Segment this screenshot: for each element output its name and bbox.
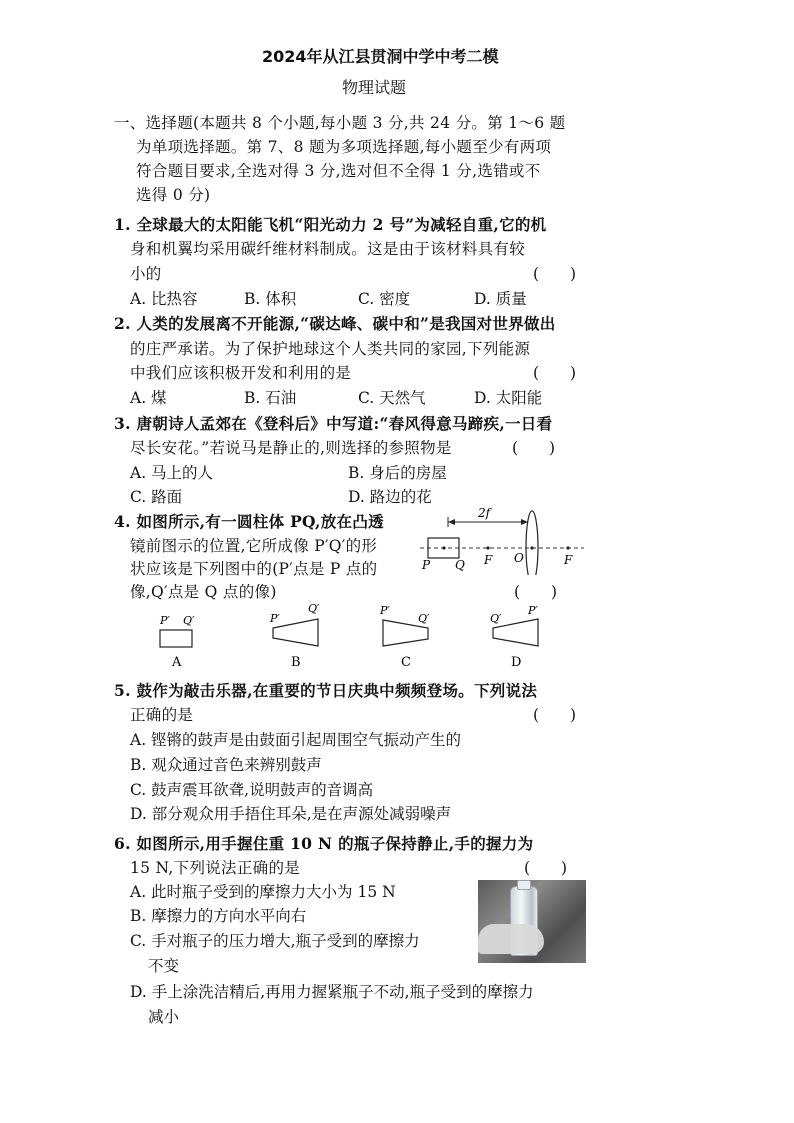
option-b: B. 石油 [244, 389, 297, 407]
choice-b-label-p: P′ [270, 612, 280, 625]
question-1-line: 1. 全球最大的太阳能飞机“阳光动力 2 号”为减轻自重,它的机 [114, 215, 547, 234]
question-4-line: 4. 如图所示,有一圆柱体 PQ,放在凸透 [114, 512, 384, 531]
image-choice-c [376, 602, 438, 670]
question-3-line: 尽长安花。”若说马是静止的,则选择的参照物是 [130, 439, 452, 457]
image-choice-d [486, 602, 548, 670]
option-c: C. 密度 [358, 290, 411, 308]
answer-bracket: ( ) [533, 265, 577, 283]
question-4-line: 像,Q′点是 Q 点的像) [130, 583, 277, 601]
option-c: C. 路面 [130, 488, 183, 506]
option-d: D. 部分观众用手捂住耳朵,是在声源处减弱噪声 [130, 805, 452, 823]
choice-d-label-p: P′ [528, 604, 538, 617]
bottle-cap [517, 880, 531, 890]
question-6-line: 6. 如图所示,用手握住重 10 N 的瓶子保持静止,手的握力为 [114, 834, 534, 853]
answer-bracket: ( ) [512, 439, 556, 457]
option-a: A. 铿锵的鼓声是由鼓面引起周围空气振动产生的 [130, 731, 462, 749]
choice-d-label-q: Q′ [490, 612, 502, 625]
section-instructions-line: 为单项选择题。第 7、8 题为多项选择题,每小题至少有两项 [136, 138, 552, 156]
choice-d-label: D [511, 655, 522, 670]
optical-center [530, 546, 533, 549]
cylinder-center-dot [442, 546, 445, 549]
answer-bracket: ( ) [524, 859, 568, 877]
option-b: B. 观众通过音色来辨别鼓声 [130, 756, 322, 774]
question-5-line: 正确的是 [130, 706, 194, 724]
question-2-line: 2. 人类的发展离不开能源,“碳达峰、碳中和”是我国对世界做出 [114, 314, 556, 333]
choice-c-label-q: Q′ [418, 612, 430, 625]
option-a: A. 煤 [130, 389, 167, 407]
label-q: Q [455, 558, 465, 572]
option-b: B. 摩擦力的方向水平向右 [130, 907, 307, 925]
option-a: A. 马上的人 [130, 464, 214, 482]
label-f-right: F [564, 553, 573, 567]
image-choice-a [155, 612, 205, 670]
section-instructions-line: 符合题目要求,全选对得 3 分,选对但不全得 1 分,选错或不 [136, 162, 541, 180]
choice-a-label-q: Q′ [183, 614, 195, 627]
convex-lens [526, 511, 538, 575]
question-4-line: 状应该是下列图中的(P′点是 P 点的 [130, 560, 378, 578]
question-5-line: 5. 鼓作为敲击乐器,在重要的节日庆典中频频登场。下列说法 [114, 681, 538, 700]
choice-b-label-q: Q′ [308, 602, 320, 615]
choice-a-label-p: P′ [160, 614, 170, 627]
option-c: C. 天然气 [358, 389, 426, 407]
answer-bracket: ( ) [533, 706, 577, 724]
question-6-line: 15 N,下列说法正确的是 [130, 859, 301, 877]
answer-bracket: ( ) [533, 364, 577, 382]
page-subtitle: 物理试题 [342, 78, 407, 97]
choice-a-shape [160, 630, 192, 647]
question-2-line: 的庄严承诺。为了保护地球这个人类共同的家园,下列能源 [130, 340, 531, 358]
page-title: 2024年从江县贯洞中学中考二模 [262, 47, 499, 66]
option-d: D. 太阳能 [474, 389, 543, 407]
option-a: A. 比热容 [130, 290, 198, 308]
question-1-line: 身和机翼均采用碳纤维材料制成。这是由于该材料具有较 [130, 240, 526, 258]
label-o: O [514, 551, 524, 565]
option-d-continued: 减小 [148, 1008, 180, 1026]
option-d: D. 质量 [474, 290, 527, 308]
section-instructions-line: 一、选择题(本题共 8 个小题,每小题 3 分,共 24 分。第 1～6 题 [114, 114, 566, 132]
image-choice-b [266, 602, 328, 670]
hand-shape [478, 924, 544, 954]
label-2f: 2f [478, 506, 491, 520]
choice-c-label-p: P′ [380, 604, 390, 617]
answer-bracket: ( ) [514, 583, 558, 601]
question-4-line: 镜前图示的位置,它所成像 P′Q′的形 [130, 537, 378, 555]
label-f-left: F [484, 553, 493, 567]
lens-diagram [418, 505, 586, 575]
question-1-line: 小的 [130, 265, 162, 283]
label-p: P [422, 558, 431, 572]
choice-a-label: A [172, 655, 182, 670]
question-2-line: 中我们应该积极开发和利用的是 [130, 364, 352, 382]
option-b: B. 身后的房屋 [348, 464, 447, 482]
section-instructions-line: 选得 0 分) [136, 186, 211, 204]
bottle-in-hand-photo [478, 880, 586, 963]
two-f-arrow-left [448, 519, 455, 525]
option-d: D. 路边的花 [348, 488, 432, 506]
option-a: A. 此时瓶子受到的摩擦力大小为 15 N [130, 883, 396, 901]
option-c: C. 鼓声震耳欲聋,说明鼓声的音调高 [130, 781, 374, 799]
choice-c-label: C [401, 655, 411, 670]
option-b: B. 体积 [244, 290, 297, 308]
focal-point-right [566, 546, 569, 549]
choice-b-label: B [291, 655, 301, 670]
focal-point-left [486, 546, 489, 549]
question-3-line: 3. 唐朝诗人孟郊在《登科后》中写道:“春风得意马蹄疾,一日看 [114, 414, 553, 433]
option-c: C. 手对瓶子的压力增大,瓶子受到的摩擦力 [130, 932, 420, 950]
option-d: D. 手上涂洗洁精后,再用力握紧瓶子不动,瓶子受到的摩擦力 [130, 983, 534, 1001]
option-c-continued: 不变 [148, 957, 180, 975]
